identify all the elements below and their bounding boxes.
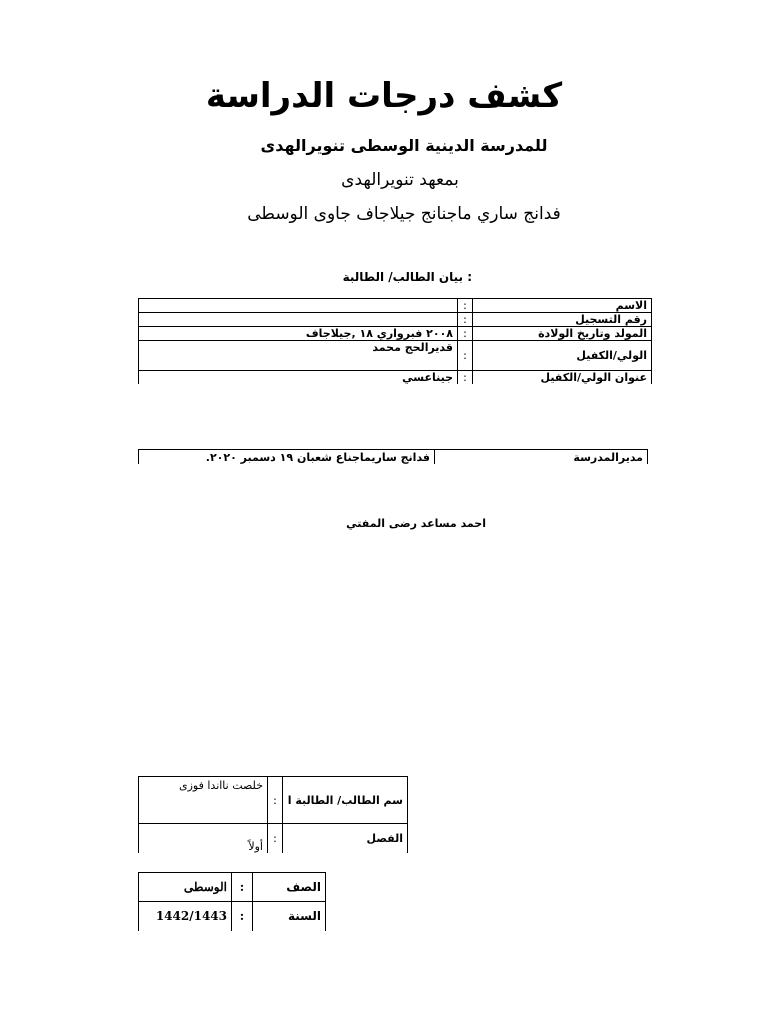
principal-name: احمد مساعد رضى المفتي xyxy=(346,517,486,530)
student-name-entry: خلصت نااندا فوزى xyxy=(139,777,268,824)
place-date: فدانج ساريماجناع شعبان ١٩ دسمبر ٢٠٢٠. xyxy=(139,450,435,465)
grade-info-table xyxy=(138,872,326,931)
table-row xyxy=(139,313,652,327)
student-section-heading: : بيان الطالب/ الطالبة xyxy=(342,270,472,284)
colon: : xyxy=(458,299,473,313)
document-title: كشف درجات الدراسة xyxy=(205,76,563,116)
colon: : xyxy=(232,902,253,931)
colon: : xyxy=(458,371,473,385)
school-location: فدانج ساري ماجنانج جيلاجاف جاوى الوسطى xyxy=(247,204,561,224)
school-name: للمدرسة الدينية الوسطى تنويرالهدى xyxy=(260,136,548,155)
student-name-label: الاسم xyxy=(473,299,652,313)
guardian-address-label: عنوان الولي/الكفيل xyxy=(473,371,652,385)
student-name-entry-label: سم الطالب/ الطالبة ا xyxy=(283,777,408,824)
table-row xyxy=(139,371,652,385)
colon: : xyxy=(458,313,473,327)
registration-number-value xyxy=(139,313,458,327)
class-label: الفصل xyxy=(283,824,408,853)
colon: : xyxy=(458,341,473,371)
signature-table xyxy=(138,449,648,464)
birth-value: ٢٠٠٨ فبرواري ١٨ ,جيلاجاف xyxy=(139,327,458,341)
table-row xyxy=(139,824,408,853)
level-label: الصف xyxy=(253,873,326,902)
registration-number-label: رقم التسجيل xyxy=(473,313,652,327)
table-row xyxy=(139,873,326,902)
class-value: أولاً xyxy=(139,824,268,853)
year-value: 1442/1443 xyxy=(139,902,232,931)
colon: : xyxy=(268,777,283,824)
level-value: الوسطى xyxy=(139,873,232,902)
student-info-table xyxy=(138,298,652,384)
table-row xyxy=(139,299,652,313)
table-row xyxy=(139,327,652,341)
table-row xyxy=(139,777,408,824)
table-row xyxy=(139,341,652,371)
guardian-address-value: جيناعسي xyxy=(139,371,458,385)
colon: : xyxy=(458,327,473,341)
table-row xyxy=(139,902,326,931)
colon: : xyxy=(232,873,253,902)
principal-label: مديرالمدرسة xyxy=(435,450,648,465)
year-label: السنة xyxy=(253,902,326,931)
birth-label: المولد وتاريخ الولادة xyxy=(473,327,652,341)
guardian-value: قديرالحج محمد xyxy=(139,341,458,371)
institute-name: بمعهد تنويرالهدى xyxy=(341,170,459,190)
table-row xyxy=(139,450,648,465)
guardian-label: الولي/الكفيل xyxy=(473,341,652,371)
student-name-value xyxy=(139,299,458,313)
colon: : xyxy=(268,824,283,853)
class-info-table xyxy=(138,776,408,853)
